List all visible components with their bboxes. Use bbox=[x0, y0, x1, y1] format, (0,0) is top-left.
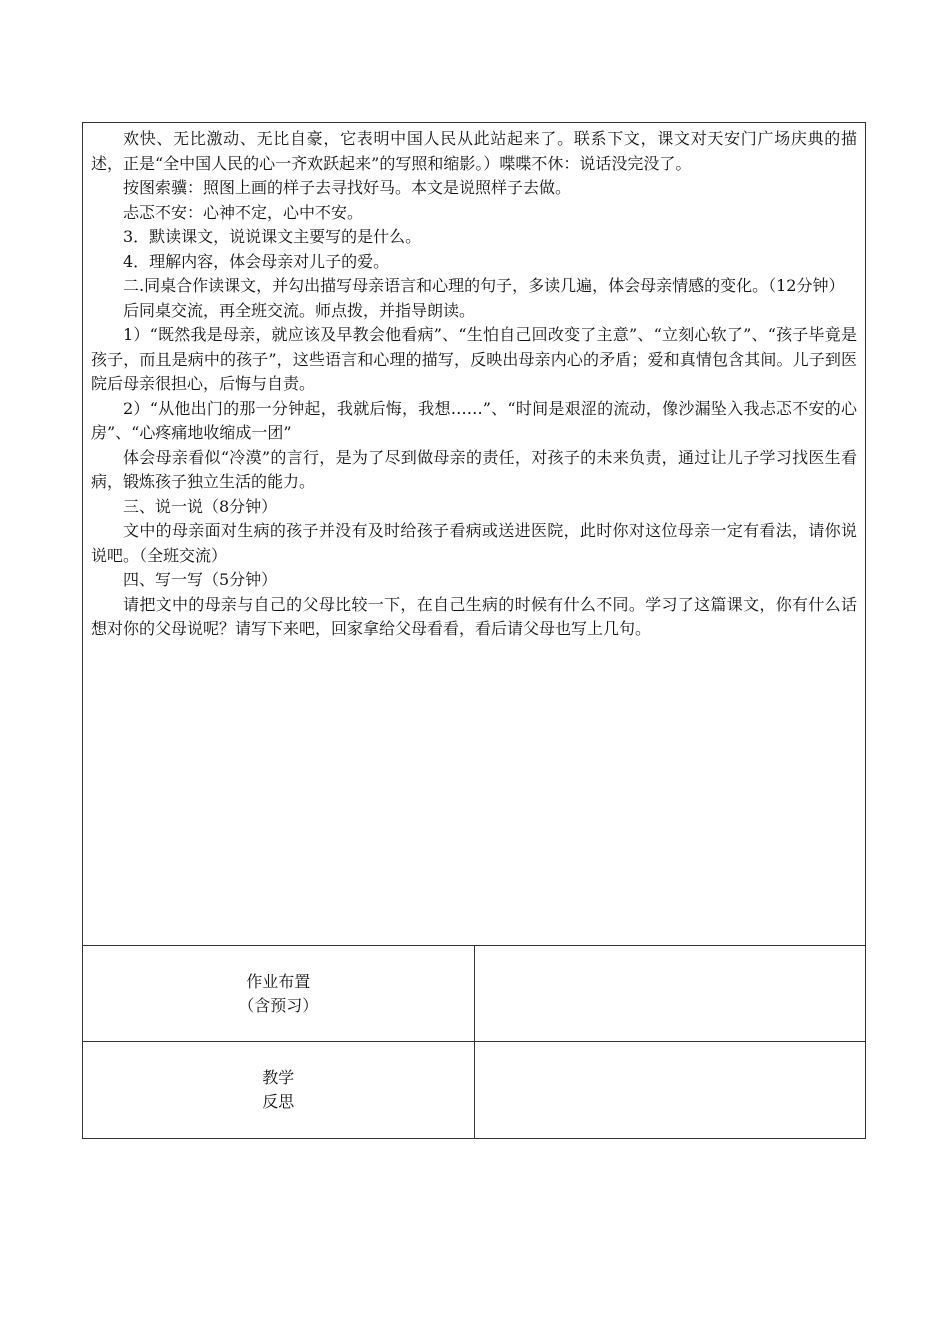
reflection-row bbox=[83, 1042, 866, 1139]
paragraph: 按图索骥：照图上画的样子去寻找好马。本文是说照样子去做。 bbox=[123, 178, 572, 197]
homework-label: 作业布置 bbox=[246, 971, 311, 991]
lesson-plan-table bbox=[82, 122, 866, 1139]
paragraph: 二.同桌合作读课文，并勾出描写母亲语言和心理的句子，多读几遍，体会母亲情感的变化。（12分钟） bbox=[123, 276, 845, 295]
paragraph: 1）“既然我是母亲，就应该及早教会他看病”、“生怕自己回改变了主意”、“立刻心软了”、“孩子毕竟是孩子，而且是病中的孩子”，这些语言和心理的描写，反映出母亲内心的矛盾；爱和真情包含其间。儿子到医院后母亲很担心，后悔与自责。 bbox=[91, 325, 857, 393]
paragraph: 忐忑不安：心神不定，心中不安。 bbox=[123, 202, 364, 222]
paragraph: 文中的母亲面对生病的孩子并没有及时给孩子看病或送进医院，此时你对这位母亲一定有看法，请你说说吧。（全班交流） bbox=[91, 521, 857, 565]
paragraph: 体会母亲看似“冷漠”的言行，是为了尽到做母亲的责任，对孩子的未来负责，通过让儿子学习找医生看病，锻炼孩子独立生活的能力。 bbox=[91, 447, 857, 491]
homework-label-cell bbox=[83, 946, 475, 1042]
reflection-label-line1: 教学 bbox=[262, 1068, 295, 1087]
content-row bbox=[83, 123, 866, 946]
paragraph: 4．理解内容，体会母亲对儿子的爱。 bbox=[123, 251, 390, 271]
paragraph: 欢快、无比激动、无比自豪，它表明中国人民从此站起来了。联系下文，课文对天安门广场庆典的描述，正是“全中国人民的心一齐欢跃起来”的写照和缩影。）喋喋不休：说话没完没了。 bbox=[91, 129, 857, 173]
homework-field[interactable] bbox=[474, 946, 866, 1042]
reflection-label-cell bbox=[83, 1042, 475, 1139]
paragraph: 三、说一说（8分钟） bbox=[123, 496, 278, 516]
paragraph: 3．默读课文，说说课文主要写的是什么。 bbox=[123, 227, 422, 246]
paragraph: 后同桌交流，再全班交流。师点拨，并指导朗读。 bbox=[123, 300, 476, 320]
homework-row bbox=[83, 946, 866, 1042]
homework-sublabel: （含预习） bbox=[238, 995, 319, 1015]
paragraph: 请把文中的母亲与自己的父母比较一下，在自己生病的时候有什么不同。学习了这篇课文，你有什么话想对你的父母说呢？请写下来吧，回家拿给父母看看，看后请父母也写上几句。 bbox=[91, 594, 857, 638]
reflection-field[interactable] bbox=[474, 1042, 866, 1139]
paragraph: 四、写一写（5分钟） bbox=[123, 570, 278, 589]
paragraph: 2）“从他出门的那一分钟起，我就后悔，我想……”、“时间是艰涩的流动，像沙漏坠入我忐忑不安的心房”、“心疼痛地收缩成一团” bbox=[91, 398, 857, 442]
reflection-label-line2: 反思 bbox=[262, 1092, 295, 1111]
content-cell bbox=[83, 123, 866, 946]
